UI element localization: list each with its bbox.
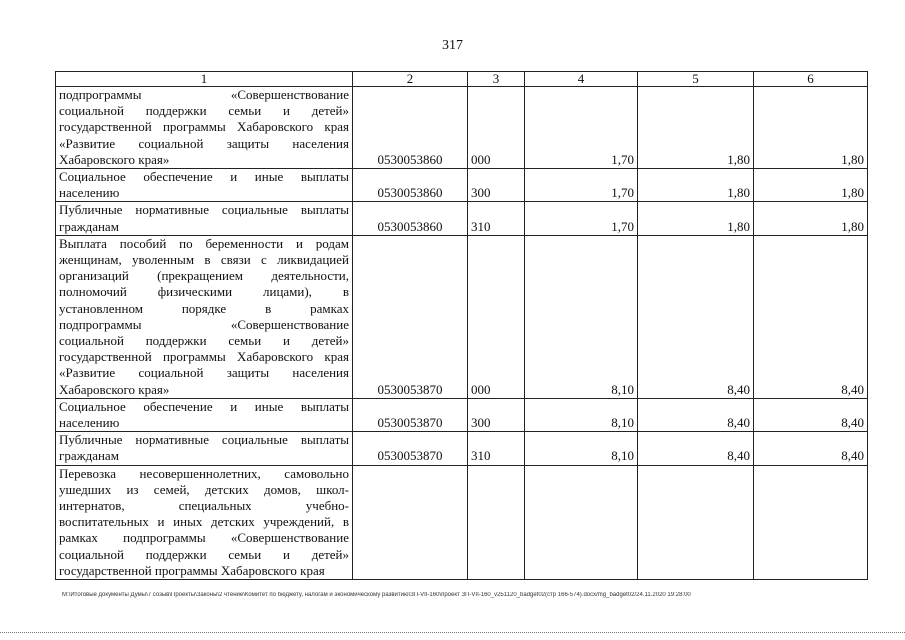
expense-type-code [468,465,525,579]
target-article-code: 0530053860 [353,87,468,169]
target-article-code: 0530053860 [353,202,468,235]
description-line: Хабаровского края» [59,151,170,167]
description-line: воспитательных и иных детских учреждений, в [59,514,349,530]
col-header-5: 5 [638,72,754,87]
description-line: установленном порядке в рамках [59,300,349,316]
target-article-code: 0530053870 [353,432,468,465]
description-line: женщинам, уволенным в связи с ликвидацией [59,252,349,268]
description-line: гражданам [59,218,119,234]
amount-year-3: 1,80 [754,202,868,235]
description-line: Социальное обеспечение и иные выплаты [59,398,349,414]
amount-year-2: 1,80 [638,169,754,202]
description-line: «Развитие социальной защиты населения [59,365,349,381]
description-line: организаций (прекращением деятельности, [59,268,349,284]
table-row [56,432,868,465]
col-header-3: 3 [468,72,525,87]
amount-year-1 [525,465,638,579]
amount-year-1: 8,10 [525,398,638,431]
expense-type-code: 300 [468,169,525,202]
target-article-code: 0530053860 [353,169,468,202]
description-line: Выплата пособий по беременности и родам [59,235,349,251]
table-row [56,465,868,579]
table-row [56,398,868,431]
page-number: 317 [442,38,463,53]
amount-year-1: 8,10 [525,235,638,398]
description-line: гражданам [59,448,119,464]
row-description [56,432,353,465]
file-path-footer: M:\Итоговые документы Думы\7 созыв\Проекты\Законы\2 чтение\Комитет по бюджету, налогам и экономическому развитию\ЗП-VII-160\проект ЗП-VII-160_v251120_badget02(стр 166-574).docx/mg_badget02/24.11.2020 19:28:00 [62,592,691,598]
amount-year-1: 8,10 [525,432,638,465]
description-line: «Развитие социальной защиты населения [59,135,349,151]
amount-year-2: 8,40 [638,235,754,398]
table-row [56,235,868,398]
row-description [56,235,353,398]
amount-year-3: 8,40 [754,235,868,398]
description-line: подпрограммы «Совершенствование [59,316,349,332]
expense-type-code: 000 [468,87,525,169]
expense-type-code: 310 [468,202,525,235]
description-line: интернатов, специальных учебно- [59,498,349,514]
table-row [56,169,868,202]
description-line: подпрограммы «Совершенствование [59,87,349,102]
description-line: Публичные нормативные социальные выплаты [59,432,349,448]
amount-year-1: 1,70 [525,202,638,235]
description-line: Социальное обеспечение и иные выплаты [59,169,349,185]
amount-year-1: 1,70 [525,169,638,202]
row-description [56,87,353,169]
description-line: государственной программы Хабаровского края [59,349,349,365]
amount-year-2 [638,465,754,579]
description-line: социальной поддержки семьи и детей» [59,546,349,562]
amount-year-3: 1,80 [754,169,868,202]
amount-year-3: 8,40 [754,432,868,465]
description-line: государственной программы Хабаровского края [59,562,325,578]
amount-year-2: 1,80 [638,202,754,235]
col-header-1: 1 [56,72,353,87]
row-description [56,465,353,579]
amount-year-1: 1,70 [525,87,638,169]
col-header-4: 4 [525,72,638,87]
amount-year-3: 1,80 [754,87,868,169]
table-header-row [56,72,868,87]
page-edge-rule [0,632,905,633]
col-header-6: 6 [754,72,868,87]
target-article-code [353,465,468,579]
expense-type-code: 000 [468,235,525,398]
description-line: населению [59,415,120,431]
amount-year-2: 8,40 [638,398,754,431]
table-row [56,202,868,235]
amount-year-2: 8,40 [638,432,754,465]
target-article-code: 0530053870 [353,235,468,398]
description-line: Перевозка несовершеннолетних, самовольно [59,465,349,481]
target-article-code: 0530053870 [353,398,468,431]
col-header-2: 2 [353,72,468,87]
expense-type-code: 300 [468,398,525,431]
row-description [56,202,353,235]
description-line: социальной поддержки семьи и детей» [59,103,349,119]
row-description [56,398,353,431]
budget-table [55,71,868,580]
amount-year-3 [754,465,868,579]
description-line: ушедших из семей, детских домов, школ- [59,481,349,497]
row-description [56,169,353,202]
description-line: Хабаровского края» [59,381,170,397]
description-line: государственной программы Хабаровского края [59,119,349,135]
description-line: Публичные нормативные социальные выплаты [59,202,349,218]
description-line: населению [59,185,120,201]
description-line: рамках подпрограммы «Совершенствование [59,530,349,546]
description-line: социальной поддержки семьи и детей» [59,333,349,349]
expense-type-code: 310 [468,432,525,465]
amount-year-2: 1,80 [638,87,754,169]
description-line: полномочий физическими лицами), в [59,284,349,300]
amount-year-3: 8,40 [754,398,868,431]
table-row [56,87,868,169]
